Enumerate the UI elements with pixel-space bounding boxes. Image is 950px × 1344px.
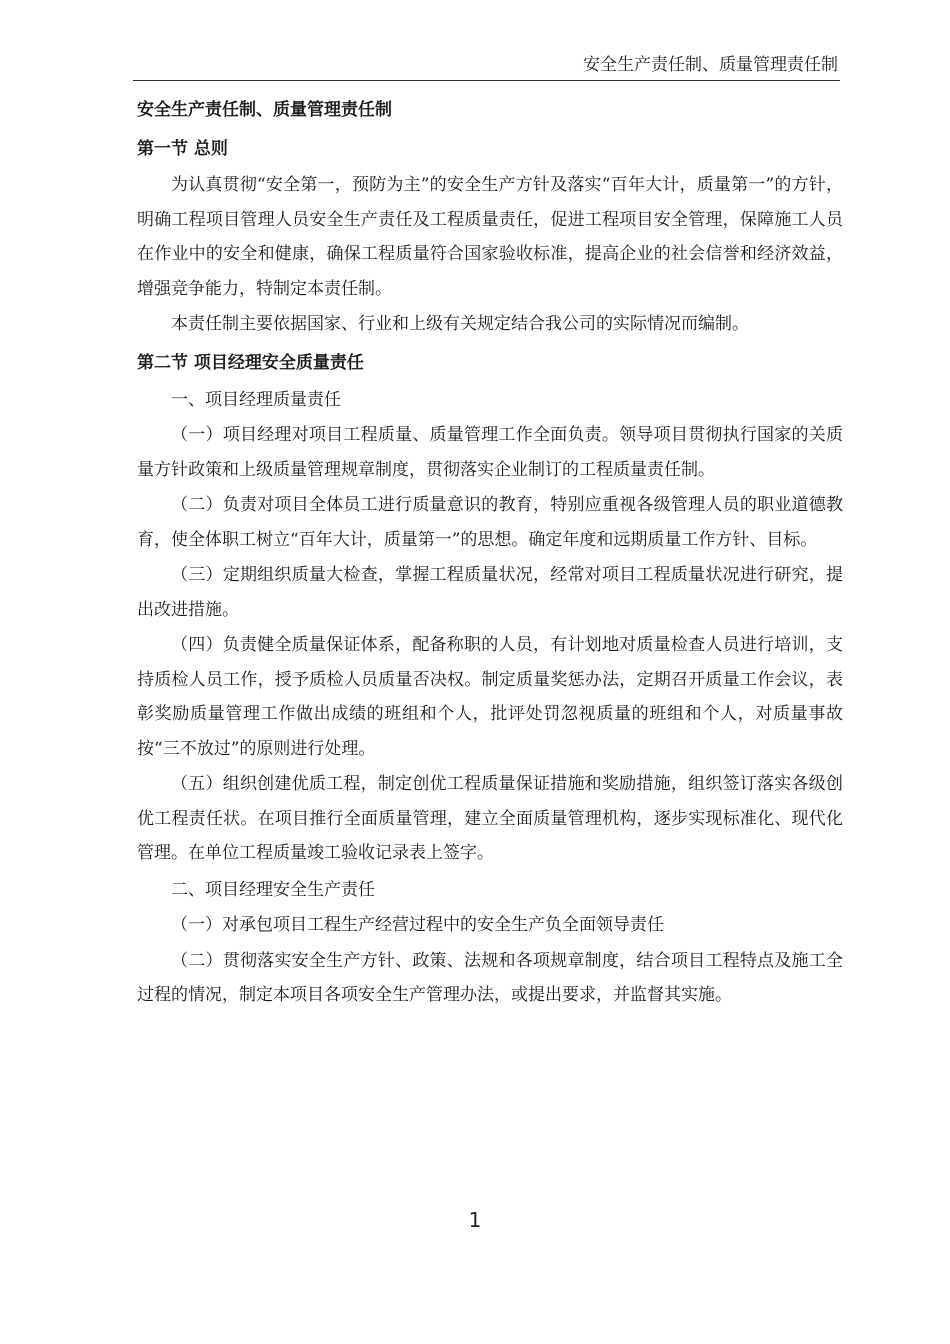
quality-item: （四）负责健全质量保证体系，配备称职的人员，有计划地对质量检查人员进行培训，支持质检人员工作，授予质检人员质量否决权。制定质量奖惩办法，定期召开质量工作会议，表彰奖励质量管理工作做出成绩的班组和个人，批评处罚忽视质量的班组和个人，对质量事故按“三不放过”的原则进行处理。 <box>137 635 843 759</box>
safety-item: （一）对承包项目工程生产经营过程中的安全生产负全面领导责任 <box>171 915 664 935</box>
document-title: 安全生产责任制、质量管理责任制 <box>137 100 392 120</box>
quality-item: （一）项目经理对项目工程质量、质量管理工作全面负责。领导项目贯彻执行国家的关质量方针政策和上级质量管理规章制度，贯彻落实企业制订的工程质量责任制。 <box>137 425 843 480</box>
header-divider <box>133 80 840 81</box>
quality-item: （二）负责对项目全体员工进行质量意识的教育，特别应重视各级管理人员的职业道德教育，使全体职工树立“百年大计，质量第一”的思想。确定年度和远期质量工作方针、目标。 <box>137 495 843 550</box>
quality-item: （三）定期组织质量大检查，掌握工程质量状况，经常对项目工程质量状况进行研究，提出改进措施。 <box>137 565 843 620</box>
document-body <box>137 92 843 1013</box>
page-number: 1 <box>468 1208 482 1232</box>
running-header: 安全生产责任制、质量管理责任制 <box>583 55 838 75</box>
section-1-paragraph: 为认真贯彻“安全第一，预防为主”的安全生产方针及落实“百年大计，质量第一”的方针，明确工程项目管理人员安全生产责任及工程质量责任，促进工程项目安全管理，保障施工人员在作业中的安全和健康，确保工程质量符合国家验收标准，提高企业的社会信誉和经济效益，增强竞争能力，特制定本责任制。 <box>137 175 843 299</box>
subsection-heading-safety: 二、项目经理安全生产责任 <box>171 879 375 900</box>
section-1-paragraph: 本责任制主要依据国家、行业和上级有关规定结合我公司的实际情况而编制。 <box>171 314 749 334</box>
safety-item: （二）贯彻落实安全生产方针、政策、法规和各项规章制度，结合项目工程特点及施工全过程的情况，制定本项目各项安全生产管理办法，或提出要求，并监督其实施。 <box>137 950 843 1005</box>
quality-item: （五）组织创建优质工程，制定创优工程质量保证措施和奖励措施，组织签订落实各级创优工程责任状。在项目推行全面质量管理，建立全面质量管理机构，逐步实现标准化、现代化管理。在单位工程质量竣工验收记录表上签字。 <box>137 774 843 863</box>
subsection-heading-quality: 一、项目经理质量责任 <box>171 389 341 410</box>
section-2-heading: 第二节 项目经理安全质量责任 <box>137 352 364 373</box>
section-1-heading: 第一节 总则 <box>137 139 228 159</box>
